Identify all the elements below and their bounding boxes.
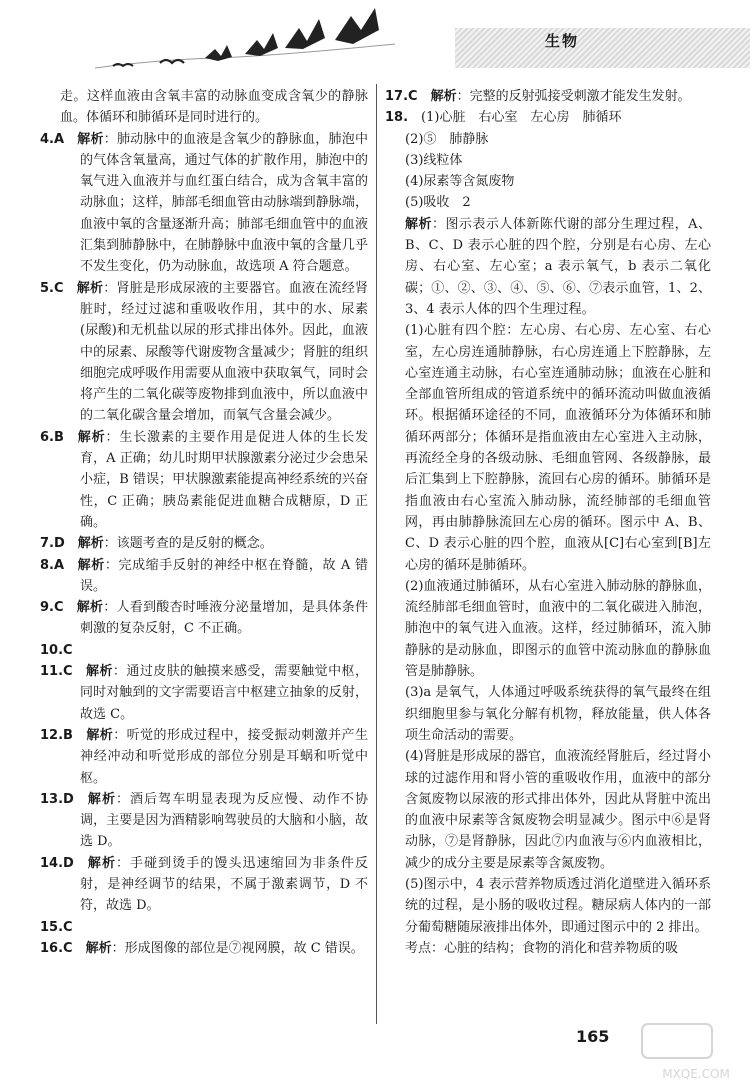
answer-paragraph bbox=[385, 192, 711, 213]
analysis-label: 解析 bbox=[76, 429, 106, 445]
answer-text: (4)尿素等含氮废物 bbox=[405, 174, 515, 190]
question-number: 8.A bbox=[40, 557, 65, 573]
answer-paragraph bbox=[385, 746, 711, 874]
answer-paragraph bbox=[40, 86, 368, 129]
analysis-label: 解析 bbox=[76, 280, 104, 296]
answer-text: ：酒后驾车明显表现为反应慢、动作不协调，主要是因为酒精影响驾驶员的大脑和小脑，故选 D。 bbox=[80, 791, 368, 850]
answer-text: 走。这样血液由含氧丰富的动脉血变成含氧少的静脉血。体循环和肺循环是同时进行的。 bbox=[60, 89, 368, 126]
answer-text: (1)心脏 右心室 左心房 肺循环 bbox=[421, 110, 622, 126]
answer-text: (1)心脏有四个腔：左心房、右心房、左心室、右心室，左心房连通肺静脉，右心房连通上下腔静脉，左心室连通主动脉，右心室连通肺动脉；血液在心脏和全部血管所组成的管道系统中的循环流动叫做血液循环。根据循环途径的不同，血液循环分为体循环和肺循环两部分；体循环是指血液由左心室进入主动脉，再流经全身的各级动脉、毛细血管网、各级静脉，最后汇集到上下腔静脉，流回右心房的循环。肺循环是指血液由右心室流入肺动脉，流经肺部的毛细血管网，再由肺静脉流回左心房的循环。图示中 A、B、C、D 表示心脏的四个腔，血液从[C]右心室到[B]左心房的循环是肺循环。 bbox=[405, 323, 711, 573]
answer-paragraph bbox=[385, 86, 711, 107]
analysis-label: 解析 bbox=[85, 664, 113, 680]
answer-text: ：完整的反射弧接受刺激才能发生发射。 bbox=[456, 89, 691, 104]
analysis-label: 解析 bbox=[77, 557, 105, 573]
page-header bbox=[0, 0, 750, 80]
question-number: 6.B bbox=[40, 429, 64, 445]
answer-text: 考点：心脏的结构；食物的消化和营养物质的吸 bbox=[405, 940, 679, 956]
answer-paragraph bbox=[385, 129, 711, 150]
answer-paragraph bbox=[40, 853, 368, 917]
answer-text: ：听觉的形成过程中，接受振动刺激并产生神经冲动和听觉形成的部位分别是耳蜗和听觉中枢。 bbox=[80, 727, 368, 786]
answer-paragraph bbox=[40, 938, 368, 959]
analysis-label: 解析 bbox=[77, 536, 104, 552]
question-number: 7.D bbox=[40, 536, 65, 552]
analysis-label: 解析 bbox=[430, 89, 457, 104]
answer-text: (5)吸收 2 bbox=[405, 195, 471, 211]
answer-text: ：人看到酸杏时唾液分泌量增加，是具体条件刺激的复杂反射，C 不正确。 bbox=[80, 600, 368, 637]
analysis-label: 解析 bbox=[405, 216, 432, 232]
answer-text: (4)肾脏是形成尿的器官，血液流经肾脏后，经过肾小球的过滤作用和肾小管的重吸收作用，血液中的部分含氮废物以尿液的形式排出体外，因此从肾脏中流出的血液中尿素等含氮废物会明显减少。图示中⑥是肾动脉，⑦是肾静脉，因此⑦内血液与⑥内血液相比，减少的成分主要是尿素等含氮废物。 bbox=[405, 749, 711, 871]
question-number: 10.C bbox=[40, 642, 73, 658]
answer-paragraph bbox=[40, 789, 368, 853]
answer-text: ：手碰到烫手的馒头迅速缩回为非条件反射，是神经调节的结果，不属于激素调节，D 不符，故选 D。 bbox=[80, 855, 368, 914]
analysis-label: 解析 bbox=[85, 940, 112, 956]
answer-text: ：生长激素的主要作用是促进人体的生长发育，A 正确；幼儿时期甲状腺激素分泌过少会患呆小症，B 错误；甲状腺激素能提高神经系统的兴奋性，C 正确；胰岛素能促进血糖合成糖原，D 正确。 bbox=[80, 429, 368, 530]
watermark-logo bbox=[640, 1020, 750, 1084]
answer-paragraph bbox=[40, 661, 368, 725]
subject-title: 生物 bbox=[545, 32, 580, 50]
question-number: 17.C bbox=[385, 89, 418, 104]
question-number: 11.C bbox=[40, 664, 73, 680]
answer-text: (3)a 是氧气，人体通过呼吸系统获得的氧气最终在组织细胞里参与氧化分解有机物，释放能量，供人体各项生命活动的需要。 bbox=[405, 685, 711, 743]
answer-paragraph bbox=[40, 725, 368, 789]
question-number: 5.C bbox=[40, 280, 64, 296]
answer-text: (3)线粒体 bbox=[405, 152, 463, 168]
question-number: 12.B bbox=[40, 727, 73, 743]
svg-text:MXQE.COM: MXQE.COM bbox=[662, 1067, 730, 1081]
answer-paragraph bbox=[40, 917, 368, 938]
analysis-label: 解析 bbox=[76, 600, 104, 616]
answer-paragraph bbox=[40, 427, 368, 533]
answer-paragraph bbox=[40, 597, 368, 640]
answer-paragraph bbox=[385, 150, 711, 171]
answer-text: ：完成缩手反射的神经中枢在脊髓，故 A 错误。 bbox=[80, 557, 368, 594]
column-divider bbox=[376, 84, 377, 1024]
analysis-label: 解析 bbox=[86, 791, 116, 807]
answer-text: ：肺动脉中的血液是含氧少的静脉血，肺泡中的气体含氧量高，通过气体的扩散作用，肺泡中的氧气进入血液并与血红蛋白结合，成为含氧丰富的动脉血；这样，肺部毛细血管由动脉端到静脉端，血液中氧的含量逐渐升高；肺部毛细血管中的血液汇集到肺静脉中，在肺静脉中血液中氧的含量几乎不发生变化，仍为动脉血，故选项 A 符合题意。 bbox=[80, 131, 368, 275]
question-number: 13.D bbox=[40, 791, 74, 807]
answer-paragraph bbox=[40, 555, 368, 598]
question-number: 15.C bbox=[40, 919, 73, 935]
answer-text: ：肾脏是形成尿液的主要器官。血液在流经肾脏时，经过过滤和重吸收作用，其中的水、尿素(尿酸)和无机盐以尿的形式排出体外。因此，血液中的尿素、尿酸等代谢废物含量减少；肾脏的组织细胞完成呼吸作用需要从血液中获取氧气，同时会将产生的二氧化碳等废物排到血液中，所以血液中的二氧化碳含量会增加，而氧气含量会减少。 bbox=[80, 280, 368, 424]
analysis-label: 解析 bbox=[85, 727, 114, 743]
answer-paragraph bbox=[385, 214, 711, 320]
answer-paragraph bbox=[385, 576, 711, 682]
right-column bbox=[385, 86, 711, 959]
question-number: 9.C bbox=[40, 600, 64, 616]
answer-paragraph bbox=[40, 278, 368, 427]
answer-paragraph bbox=[385, 171, 711, 192]
question-number: 18. bbox=[385, 110, 409, 126]
answer-paragraph bbox=[40, 533, 368, 554]
answer-paragraph bbox=[385, 938, 711, 959]
answer-text: ：通过皮肤的触摸来感受，需要触觉中枢，同时对触到的文字需要语言中枢建立抽象的反射，故选 C。 bbox=[80, 664, 368, 722]
page-number: 165 bbox=[576, 1027, 610, 1046]
answer-paragraph bbox=[385, 874, 711, 938]
answer-text: ：图示表示人体新陈代谢的部分生理过程，A、B、C、D 表示心脏的四个腔，分别是右心房、左心房、右心室、左心室；a 表示氧气，b 表示二氧化碳；①、②、③、④、⑤、⑥、⑦表示血管，1、2、3、4 表示人体的四个生理过程。 bbox=[405, 216, 711, 317]
question-number: 16.C bbox=[40, 940, 73, 956]
answer-paragraph bbox=[385, 107, 711, 128]
left-column bbox=[40, 86, 368, 959]
answer-paragraph bbox=[385, 320, 711, 576]
answer-paragraph bbox=[40, 640, 368, 661]
flying-birds-illustration bbox=[95, 8, 395, 78]
answer-paragraph bbox=[385, 682, 711, 746]
answer-text: ：该题考查的是反射的概念。 bbox=[103, 536, 273, 552]
analysis-label: 解析 bbox=[86, 855, 116, 871]
answer-paragraph bbox=[40, 129, 368, 278]
header-band bbox=[455, 28, 750, 68]
answer-text: (2)⑤ 肺静脉 bbox=[405, 131, 489, 147]
answer-text: (5)图示中，4 表示营养物质透过消化道壁进入循环系统的过程，是小肠的吸收过程。糖尿病人体内的一部分葡萄糖随尿液排出体外，即通过图示中的 2 排出。 bbox=[405, 876, 711, 935]
question-number: 14.D bbox=[40, 855, 74, 871]
answer-text: ：形成图像的部位是⑦视网膜，故 C 错误。 bbox=[111, 940, 364, 956]
analysis-label: 解析 bbox=[77, 131, 104, 147]
question-number: 4.A bbox=[40, 131, 65, 147]
answer-text: (2)血液通过肺循环，从右心室进入肺动脉的静脉血，流经肺部毛细血管时，血液中的二氧化碳进入肺泡，肺泡中的氧气进入血液。这样，经过肺循环，流入肺静脉的是动脉血，即图示的血管中流动脉血的静脉血管是肺静脉。 bbox=[405, 578, 711, 680]
